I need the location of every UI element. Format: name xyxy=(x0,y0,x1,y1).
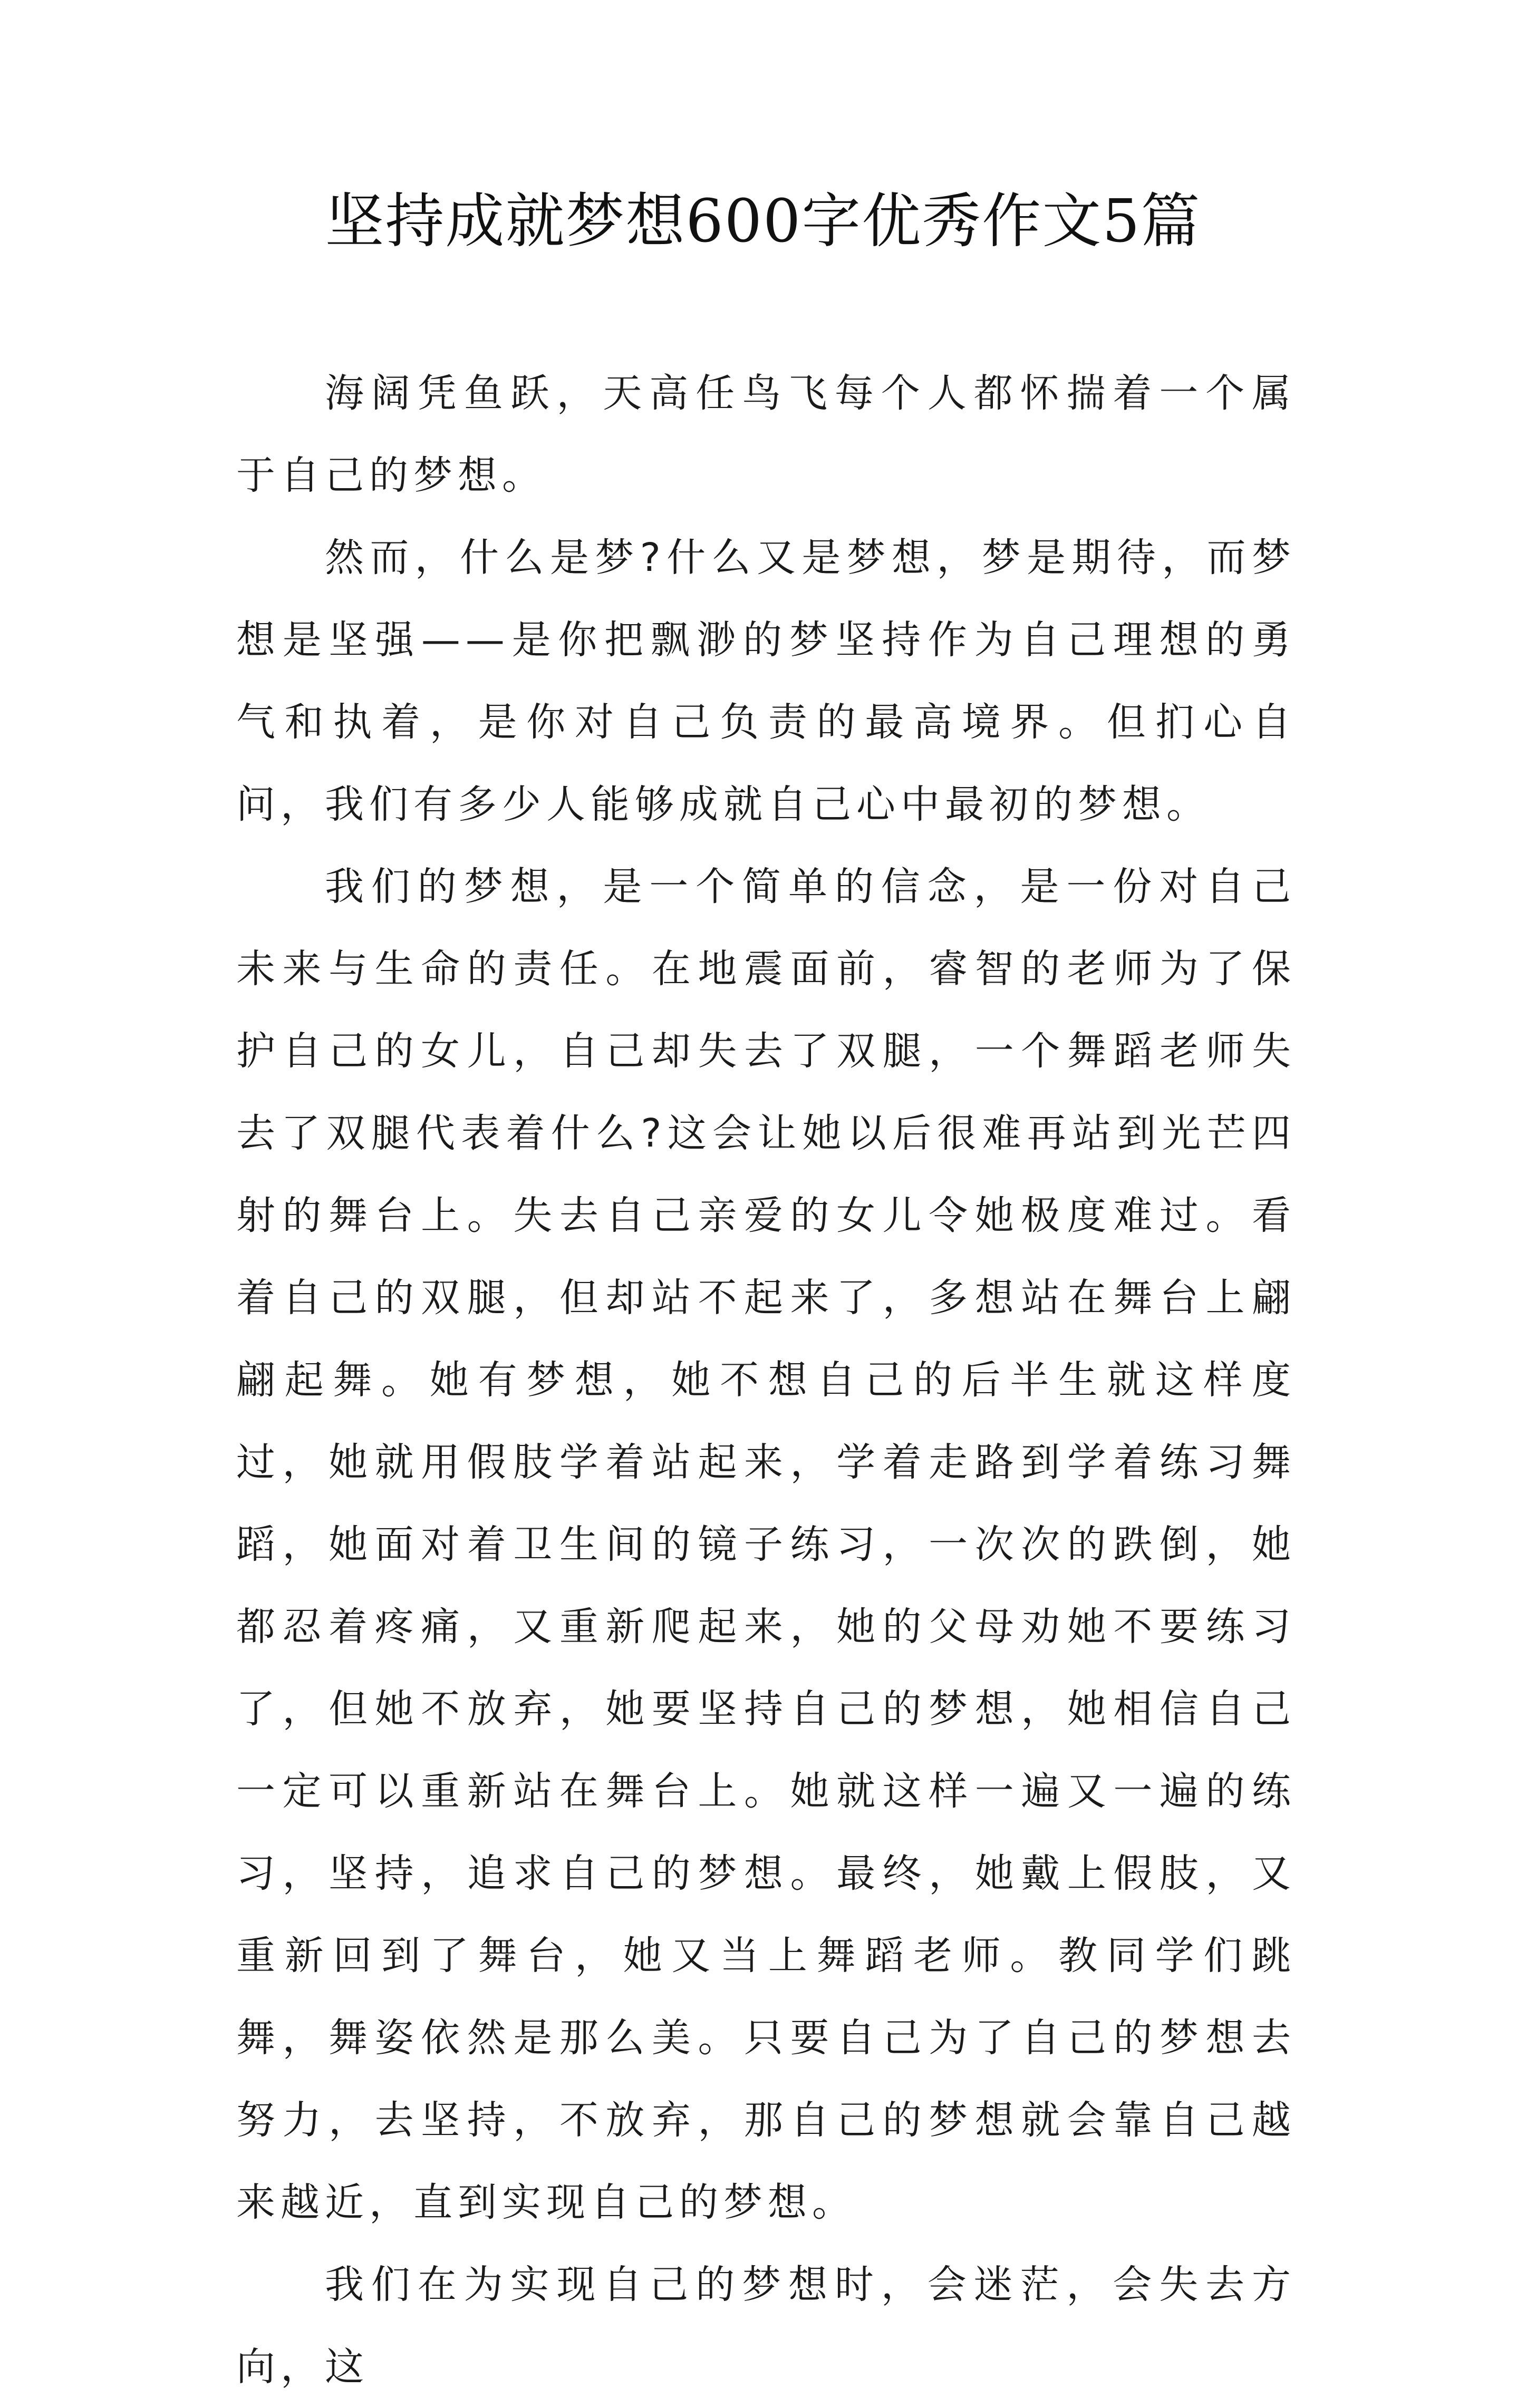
paragraph: 我们的梦想，是一个简单的信念，是一份对自己未来与生命的责任。在地震面前，睿智的老师为了保护自己的女儿，自己却失去了双腿，一个舞蹈老师失去了双腿代表着什么?这会让她以后很难再站到光芒四射的舞台上。失去自己亲爱的女儿令她极度难过。看着自己的双腿，但却站不起来了，多想站在舞台上翩翩起舞。她有梦想，她不想自己的后半生就这样度过，她就用假肢学着站起来，学着走路到学着练习舞蹈，她面对着卫生间的镜子练习，一次次的跌倒，她都忍着疼痛，又重新爬起来，她的父母劝她不要练习了，但她不放弃，她要坚持自己的梦想，她相信自己一定可以重新站在舞台上。她就这样一遍又一遍的练习，坚持，追求自己的梦想。最终，她戴上假肢，又重新回到了舞台，她又当上舞蹈老师。教同学们跳舞，舞姿依然是那么美。只要自己为了自己的梦想去努力，去坚持，不放弃，那自己的梦想就会靠自己越来越近，直到实现自己的梦想。 xyxy=(236,864,1296,2225)
paragraph: 我们在为实现自己的梦想时，会迷茫，会失去方向，这 xyxy=(236,2262,1296,2390)
paragraph: 然而，什么是梦?什么又是梦想，梦是期待，而梦想是坚强——是你把飘渺的梦坚持作为自己理想的勇气和执着，是你对自己负责的最高境界。但扪心自问，我们有多少人能够成就自己心中最初的梦想。 xyxy=(236,535,1296,827)
paragraph: 海阔凭鱼跃，天高任鸟飞每个人都怀揣着一个属于自己的梦想。 xyxy=(236,371,1296,498)
document-title: 坚持成就梦想600字优秀作文5篇 xyxy=(325,187,1201,256)
document-body xyxy=(236,352,1296,2408)
